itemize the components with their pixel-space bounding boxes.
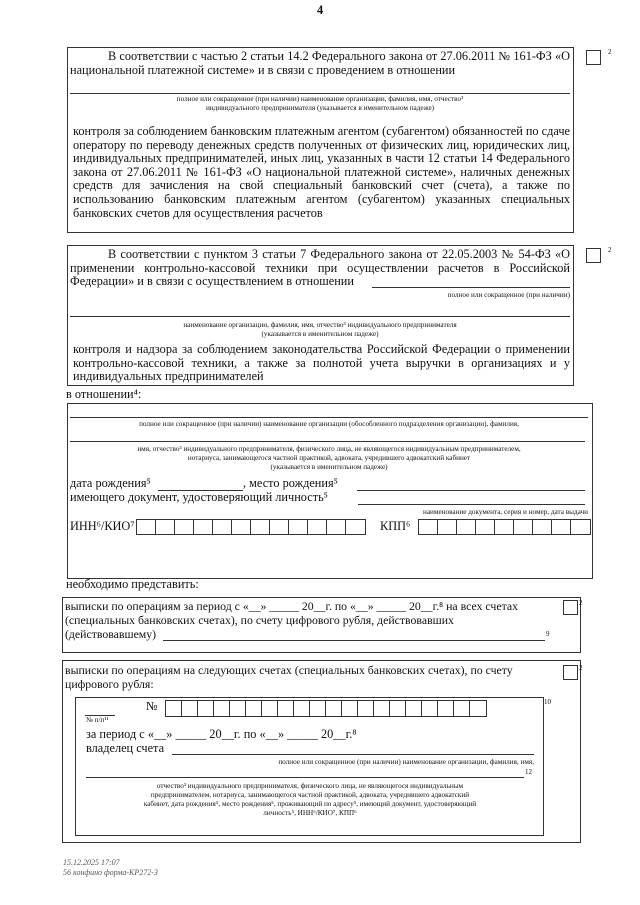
regarding-label: в отношении⁴:	[66, 387, 142, 401]
hint-text: индивидуального предпринимателя (указывается в именительном падеже)	[205, 104, 435, 112]
owner-field[interactable]	[172, 754, 534, 755]
footnote-mark: 2	[608, 246, 612, 254]
body-text: контроля и надзора за соблюдением законодательства Российской Федерации о применении контрольно-кассовой техники, а также за полнотой учета выручки в организациях и у индивидуальных предпринимателей	[73, 342, 570, 384]
intro-text: В соответствии с частью 2 статьи 14.2 Федерального закона от 27.06.2011 № 161-ФЗ «О национальной платежной системе» и в связи с проведением в отношении	[70, 49, 570, 77]
hint-text: (указывается в именительном падеже)	[261, 330, 379, 338]
birth-date-label: дата рождения⁵	[70, 476, 151, 490]
footer-timestamp: 15.12.2025 17:07	[63, 858, 120, 867]
line-text: выписки по операциям на следующих счетах (специальных банковских счетах), по счету	[65, 663, 513, 677]
hint-text: имя, отчество³ индивидуального предпринимателя, физического лица, не являющегося индивидуальным предпринимателем,	[137, 445, 521, 453]
id-doc-field[interactable]	[358, 504, 585, 505]
period-text: за период с «__» _____ 20__г. по «__» _____ 20__г.⁸	[86, 727, 357, 741]
hint-text: № п/п¹¹	[86, 716, 109, 724]
hint-text: полное или сокращенное (при наличии) наименование организации (обособленного подразделения организации), фамилия,	[139, 420, 519, 428]
hint-text: (указывается в именительном падеже)	[270, 463, 388, 471]
checkbox-payment-agent[interactable]	[586, 50, 601, 65]
hint-text: наименование документа, серия и номер, дата выдачи	[423, 508, 588, 516]
kpp-input[interactable]	[418, 519, 591, 535]
footnote-mark: 9	[546, 630, 550, 638]
footnote-mark: 10	[544, 698, 551, 706]
inn-label: ИНН⁶/КИО⁷	[70, 519, 135, 533]
line-text: (действовавшему)	[65, 627, 157, 641]
owner-label: владелец счета	[86, 741, 165, 755]
hint-text: личность⁵, ИНН⁶/КИО⁷, КПП⁶	[263, 809, 357, 817]
name-line-2[interactable]	[70, 316, 570, 317]
page-number: 4	[317, 3, 324, 17]
hint-text: полное или сокращенное (при наличии)	[447, 291, 570, 299]
hint-text: отчество³ индивидуального предпринимателя, физического лица, не являющегося индивидуальным	[156, 782, 464, 790]
must-provide-label: необходимо представить:	[66, 577, 199, 591]
hint-text: кабинет, дата рождения⁵, место рождения⁵, проживающий по адресу⁵, имеющий документ, удостоверяющий	[143, 800, 477, 808]
hint-text: наименование организации, фамилия, имя, отчество³ индивидуального предпринимателя	[183, 321, 457, 329]
birth-place-label: , место рождения⁵	[243, 476, 338, 490]
footnote-mark: 2	[579, 599, 583, 607]
footer-form-id: 56 конфино форма-КР272-3	[63, 868, 158, 877]
footnote-mark: 2	[608, 48, 612, 56]
line-text: (специальных банковских счетах), по счету цифрового рубля, действовавших	[65, 613, 454, 627]
number-sign: №	[146, 699, 158, 713]
owner-field-2[interactable]	[86, 777, 524, 778]
inn-input[interactable]	[136, 519, 366, 535]
hint-text: предпринимателем, нотариуса, занимающегося частной практикой, адвоката, учредившего адвокатский	[150, 791, 470, 799]
checkbox-all-accounts[interactable]	[563, 600, 578, 615]
name-line[interactable]	[70, 93, 570, 94]
hint-text: полное или сокращенное (при наличии) наименование организации, фамилия, имя,	[278, 758, 534, 766]
line-text: выписки по операциям за период с «__» _____ 20__г. по «__» _____ 20__г.⁸ на всех счетах	[65, 599, 519, 613]
valid-until-field[interactable]	[163, 640, 545, 641]
line-text: цифрового рубля:	[65, 677, 154, 691]
org-name-line[interactable]	[70, 417, 588, 418]
org-name-line-2[interactable]	[70, 441, 585, 442]
checkbox-specific-accounts[interactable]	[563, 665, 578, 680]
birth-place-field[interactable]	[357, 490, 585, 491]
name-line[interactable]	[372, 287, 570, 288]
hint-text: полное или сокращенное (при наличии) наименование организации, фамилия, имя, отчество³	[176, 95, 464, 103]
id-doc-label: имеющего документ, удостоверяющий личность⁵	[70, 490, 328, 504]
kpp-label: КПП⁶	[380, 519, 411, 533]
body-text: контроля за соблюдением банковским платежным агентом (субагентом) обязанностей по сдаче оператору по переводу денежных средств полученных от физических лиц, юридических лиц, индивидуальных предпринимателей, иных лиц, указанных в части 12 статьи 14 Федерального закона от 27.06.2011 № 161-ФЗ «О национальной платежной системе», наличных денежных средств для зачисления на свой специальный банковский счет (счета), а также по использованию банковским платежным агентом (субагентом) указанных специальных банковских счетов для осуществления расчетов	[73, 124, 570, 220]
account-number-input[interactable]	[165, 700, 487, 717]
footnote-mark: 12	[525, 768, 532, 776]
intro-text: В соответствии с пунктом 3 статьи 7 Федерального закона от 22.05.2003 № 54-ФЗ «О применении контрольно-кассовой техники при осуществлении расчетов в Российской Федерации» и в связи с осуществлением в отношении	[70, 247, 570, 289]
footnote-mark: 2	[579, 664, 583, 672]
hint-text: нотариуса, занимающегося частной практикой, адвоката, учредившего адвокатский кабинет	[187, 454, 471, 462]
checkbox-cash-register[interactable]	[586, 248, 601, 263]
